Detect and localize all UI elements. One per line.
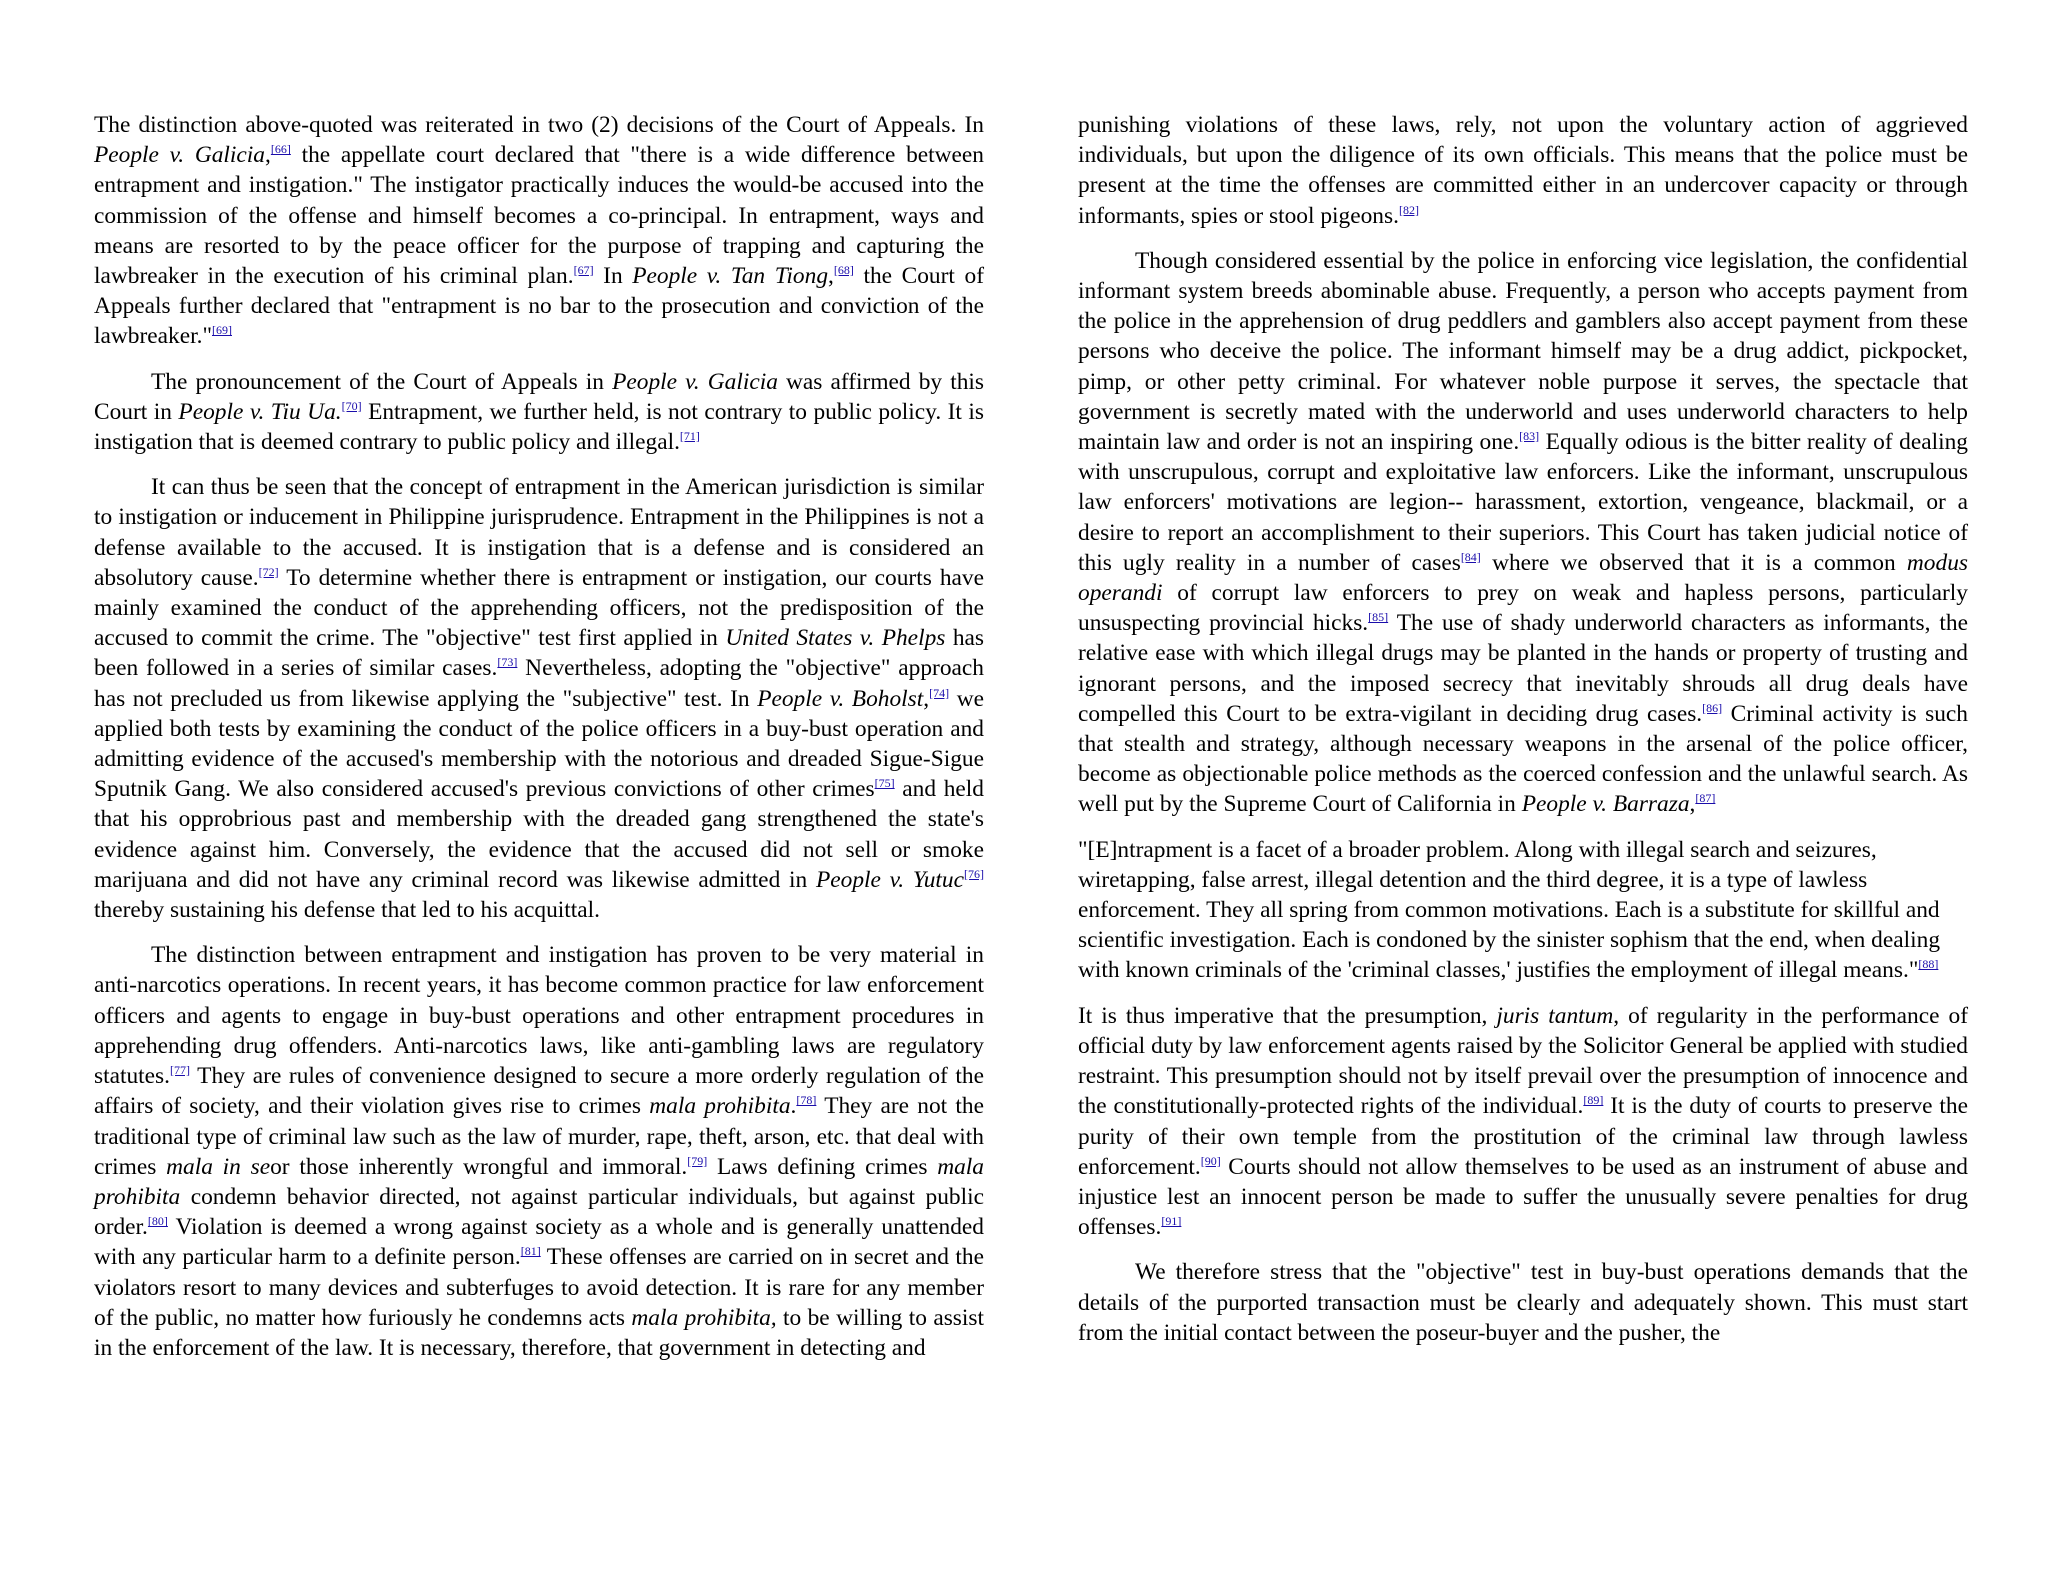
footnote-link-90[interactable]: [90] — [1200, 1153, 1221, 1168]
text: Criminal activity is such that stealth and strategy, although necessary weapons in the arsenal of the police officer, become as objectionable police methods as the coerced confession and the unlawful search. As well put by the Supreme Court of California in — [1078, 700, 1968, 818]
left-column — [94, 110, 984, 1378]
text: , — [1689, 791, 1696, 818]
text: They are rules of convenience designed to secure a more orderly regulation of the affairs of society, and their violation gives rise to crimes — [94, 1063, 984, 1120]
text: where we observed that it is a common — [1480, 549, 1907, 576]
text: The pronouncement of the Court of Appeals in — [151, 368, 613, 395]
text: of corrupt law enforcers to prey on weak and hapless persons, particularly unsuspecting provincial hicks. — [1078, 580, 1968, 637]
text: we applied both tests by examining the conduct of the police officers in a buy-bust operation and admitting evidence of the accused's membership with the notorious and dreaded Sigue-Sigue Sputnik Gang. We also considered accused's previous convictions of other crimes — [94, 685, 985, 803]
text: to be willing to assist in the enforcement of the law. It is necessary, therefore, that government in detecting and — [94, 1304, 985, 1361]
right-column — [1078, 110, 1968, 1363]
paragraph-objective-test-buy-bust — [1078, 1257, 1968, 1348]
text: The distinction between entrapment and instigation has proven to be very material in anti-narcotics operations. In recent years, it has become common practice for law enforcement officers and agents to engage in buy-bust operations and other entrapment procedures in apprehending drug offenders. Anti-narcotics laws, like anti-gambling laws are regulatory statutes. — [94, 942, 984, 1090]
text: The distinction above-quoted was reiterated in two (2) decisions of the Court of Appeals. In — [94, 112, 984, 138]
text: the appellate court declared that "there is a wide difference between entrapment and instigation." The instigator practically induces the would-be accused into the commission of the offense and himself becomes a co-principal. In entrapment, ways and means are resorted to by the peace officer for the purpose of trapping and capturing the lawbreaker in the execution of his criminal plan. — [94, 142, 984, 290]
text: The use of shady underworld characters as informants, the relative ease with which illegal drugs may be planted in the hands or property of trusting and ignorant persons, and the imposed secrecy that inevitably shrouds all drug deals have compelled this Court to be extra-vigilant in deciding drug cases. — [1078, 610, 1968, 727]
text: We therefore stress that the "objective" test in buy-bust operations demands that the details of the purported transaction must be clearly and adequately shown. This must start from the initial contact between the poseur-buyer and the pusher, the — [1078, 1259, 1968, 1346]
footnote-link-78[interactable]: [78] — [796, 1093, 817, 1108]
footnote-link-66[interactable]: [66] — [270, 142, 291, 157]
text: It is the duty of courts to preserve the purity of their own temple from the prostitution of the criminal law through lawless enforcement. — [1078, 1093, 1968, 1180]
text: It can thus be seen that the concept of entrapment in the American jurisdiction is similar to instigation or inducement in Philippine jurisprudence. Entrapment in the Philippines is not a defense available to the accused. It is instigation that is a defense and is considered an absolutory cause. — [94, 474, 984, 591]
text: In — [593, 263, 633, 290]
latin-term: juris tantum — [1496, 1002, 1614, 1029]
footnote-link-85[interactable]: [85] — [1368, 610, 1389, 625]
footnote-link-70[interactable]: [70] — [341, 398, 362, 413]
latin-term: mala prohibita, — [631, 1304, 777, 1331]
text: They are not the traditional type of criminal law such as the law of murder, rape, theft, arson, etc. that deal with crimes — [94, 1093, 984, 1180]
paragraph-presumption-regularity — [1078, 1001, 1968, 1243]
latin-term: mala prohibita — [649, 1093, 791, 1120]
paragraph-informant-system — [1078, 246, 1968, 820]
case-citation: People v. Tan Tiong — [632, 263, 829, 290]
footnote-link-73[interactable]: [73] — [497, 655, 518, 670]
footnote-link-91[interactable]: [91] — [1161, 1214, 1182, 1229]
text: Violation is deemed a wrong against society as a whole and is generally unattended with any particular harm to a definite person. — [94, 1214, 984, 1271]
latin-term: mala in se — [166, 1153, 271, 1180]
footnote-link-89[interactable]: [89] — [1583, 1093, 1604, 1108]
text: was affirmed by this Court in — [94, 368, 984, 425]
paragraph-objective-test — [94, 472, 984, 925]
text: Laws defining crimes — [707, 1153, 938, 1180]
block-quote-barraza — [1078, 835, 1968, 986]
paragraph-galicia-distinction — [94, 110, 984, 352]
footnote-link-77[interactable]: [77] — [170, 1063, 191, 1078]
footnote-link-88[interactable]: [88] — [1918, 957, 1939, 972]
text: and held that his opprobrious past and membership with the dreaded gang strengthened the state's evidence against him. Conversely, the evidence that the accused did not sell or smoke marijuana and did not have any criminal record was likewise admitted in — [94, 776, 984, 893]
footnote-link-83[interactable]: [83] — [1519, 429, 1540, 444]
text: "[E]ntrapment is a facet of a broader problem. Along with illegal search and seizures, wiretapping, false arrest, illegal detention and the third degree, it is a type of lawless enforcement. They all spring from common motivations. Each is a substitute for skillful and scientific investigation. Each is condoned by the sinister sophism that the end, when dealing with known criminals of the 'criminal classes,' justifies the employment of illegal means." — [1078, 836, 1941, 984]
footnote-link-80[interactable]: [80] — [147, 1214, 168, 1229]
text: To determine whether there is entrapment or instigation, our courts have mainly examined the conduct of the apprehending officers, not the predisposition of the accused to commit the crime. The "objective" test first applied in — [94, 564, 984, 652]
text: punishing violations of these laws, rely, not upon the voluntary action of aggrieved individuals, but upon the diligence of its own officials. This means that the police must be present at the time the offenses are committed either in an undercover capacity or through informants, spies or stool pigeons. — [1078, 112, 1968, 229]
text: Entrapment, we further held, is not contrary to public policy. It is instigation that is deemed contrary to public policy and illegal. — [94, 398, 984, 456]
footnote-link-81[interactable]: [81] — [520, 1244, 541, 1259]
footnote-link-76[interactable]: [76] — [964, 866, 985, 881]
footnote-link-74[interactable]: [74] — [929, 685, 950, 700]
footnote-link-68[interactable]: [68] — [833, 263, 854, 278]
text: Nevertheless, adopting the "objective" approach has not precluded us from likewise applying the "subjective" test. In — [94, 655, 984, 712]
paragraph-anti-narcotics — [94, 940, 984, 1363]
text: , of regularity in the performance of official duty by law enforcement agents raised by the Solicitor General be applied with studied restraint. This presumption should not by itself prevail over the presumption of innocence and the constitutionally-protected rights of the individual. — [1078, 1002, 1968, 1120]
text: has been followed in a series of similar cases. — [94, 625, 985, 682]
text: the Court of Appeals further declared that "entrapment is no bar to the prosecution and conviction of the lawbreaker." — [94, 263, 984, 350]
case-citation: People v. Yutuc — [815, 866, 965, 893]
case-citation: People v. Barraza — [1521, 791, 1690, 818]
footnote-link-87[interactable]: [87] — [1695, 791, 1716, 806]
footnote-link-72[interactable]: [72] — [258, 564, 279, 579]
case-citation: United States v. Phelps — [725, 625, 946, 652]
paragraph-tiu-ua — [94, 367, 984, 458]
text: condemn behavior directed, not against particular individuals, but against public order. — [94, 1183, 984, 1241]
latin-term: mala prohibita — [94, 1153, 984, 1210]
case-citation: People v. Galicia — [612, 368, 778, 395]
case-citation: People v. Galicia — [94, 142, 266, 169]
footnote-link-69[interactable]: [69] — [212, 323, 232, 338]
footnote-link-67[interactable]: [67] — [573, 263, 594, 278]
text: Equally odious is the bitter reality of dealing with unscrupulous, corrupt and exploitative law enforcers. Like the informant, unscrupulous law enforcers' motivations are legion-- harassment, extortion, vengeance, blackmail, or a desire to report an accomplishment to their superiors. This Court has taken judicial notice of this ugly reality in a number of cases — [1078, 429, 1968, 576]
text: These offenses are carried on in secret and the violators resort to many devices and subterfuges to avoid detection. It is rare for any member of the public, no matter how furiously he condemns acts — [94, 1244, 985, 1331]
text: It is thus imperative that the presumption, — [1078, 1002, 1497, 1029]
footnote-link-79[interactable]: [79] — [687, 1153, 708, 1168]
paragraph-punishing-violations — [1078, 110, 1968, 231]
footnote-link-75[interactable]: [75] — [874, 776, 895, 791]
text: thereby sustaining his defense that led to his acquittal. — [94, 897, 601, 924]
case-citation: People v. Boholst — [757, 685, 924, 712]
text: . — [790, 1093, 797, 1120]
text: Courts should not allow themselves to be used as an instrument of abuse and injustice lest an innocent person be made to suffer the unusually severe penalties for drug offenses. — [1078, 1153, 1968, 1241]
text: , — [265, 142, 271, 169]
text: or those inherently wrongful and immoral. — [270, 1153, 688, 1180]
footnote-link-71[interactable]: [71] — [679, 429, 700, 444]
case-citation: People v. Tiu Ua. — [178, 398, 342, 425]
text: , — [828, 263, 834, 290]
text: , — [923, 685, 930, 712]
footnote-link-82[interactable]: [82] — [1398, 202, 1419, 217]
latin-term: modus operandi — [1078, 549, 1968, 607]
footnote-link-86[interactable]: [86] — [1702, 700, 1723, 715]
text: Though considered essential by the police in enforcing vice legislation, the confidential informant system breeds abominable abuse. Frequently, a person who accepts payment from the police in the apprehension of drug peddlers and gamblers also accept payment from these persons who deceive the police. The informant himself may be a drug addict, pickpocket, pimp, or other petty criminal. For whatever noble purpose it serves, the spectacle that government is secretly mated with the underworld and uses underworld characters to help maintain law and order is not an inspiring one. — [1078, 247, 1968, 456]
footnote-link-84[interactable]: [84] — [1460, 549, 1481, 564]
